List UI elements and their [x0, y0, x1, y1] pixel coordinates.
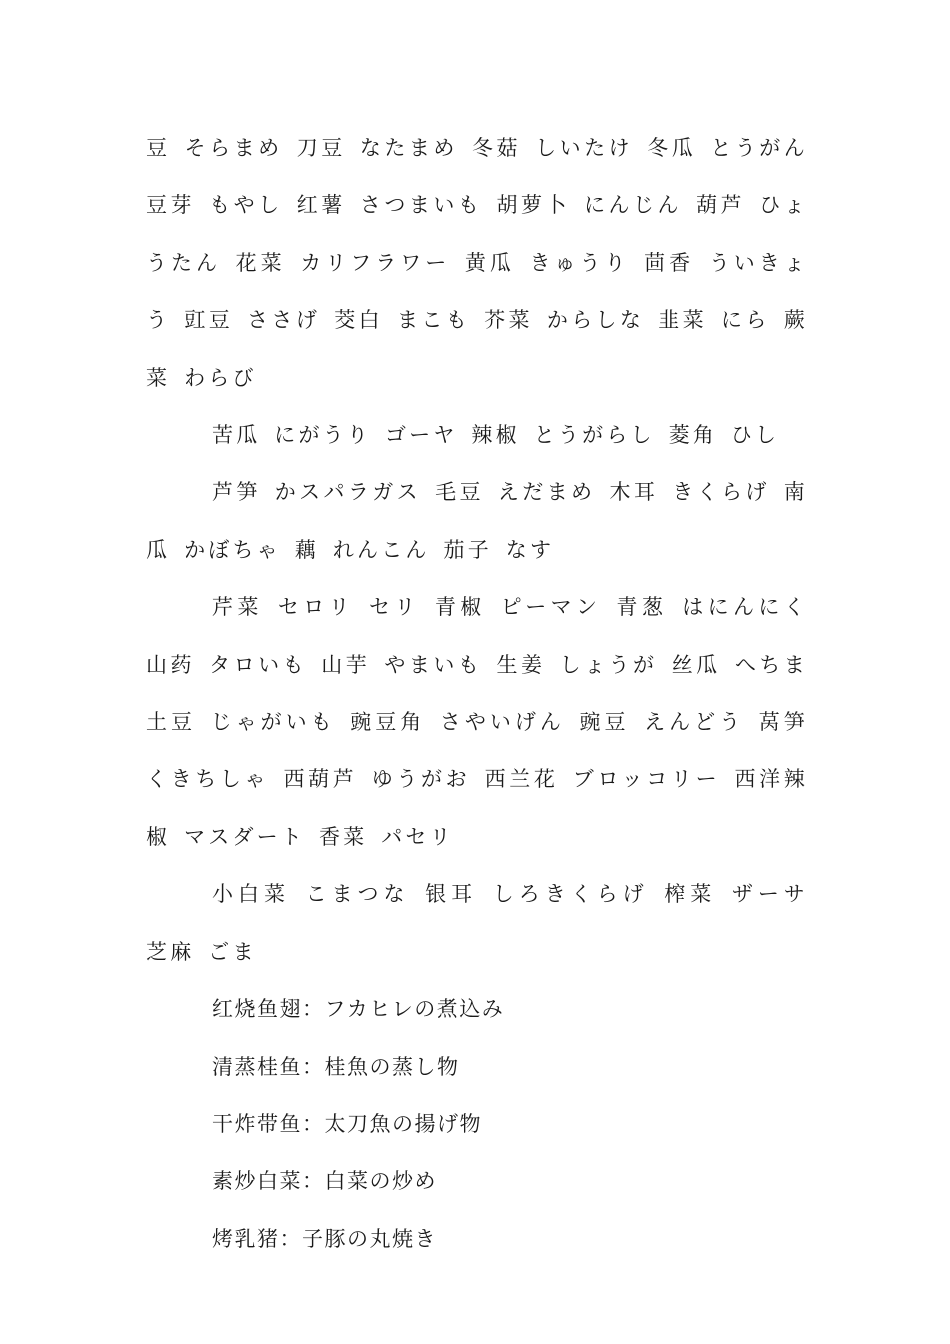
vocab-paragraph-1: 豆 そらまめ 刀豆 なたまめ 冬菇 しいたけ 冬瓜 とうがん 豆芽 もやし 红薯 さつまいも 胡萝卜 にんじん 葫芦 ひょうたん 花菜 カリフラワー 黄瓜 きゅうり 茴香 ういきょう 豇豆 ささげ 茭白 まこも 芥菜 からしな 韭菜 にら 蕨菜 わらび [146, 136, 808, 390]
dish-line: 清蒸桂鱼：桂魚の蒸し物 [212, 1054, 460, 1079]
vocab-paragraph-5: 小白菜 こまつな 银耳 しろきくらげ 榨菜 ザーサ 芝麻 ごま [146, 882, 847, 964]
vocab-paragraph-4: 芹菜 セロリ セリ 青椒 ピーマン 青葱 はにんにく 山药 タロいも 山芋 やまいも 生姜 しょうが 丝瓜 へちま 土豆 じゃがいも 豌豆角 さやいげん 豌豆 えんどう 莴笋 くきちしゃ 西葫芦 ゆうがお 西兰花 ブロッコリー 西洋辣椒 マスダート 香菜 パセリ [146, 595, 808, 849]
dish-line: 干炸带鱼：太刀魚の揚げ物 [212, 1111, 482, 1136]
dish-line: 烤乳猪：子豚の丸焼き [212, 1226, 437, 1251]
document-page [146, 120, 847, 1268]
vocab-paragraph-2: 苦瓜 にがうり ゴーヤ 辣椒 とうがらし 菱角 ひし [212, 423, 780, 448]
vocab-paragraph-3: 芦笋 かスパラガス 毛豆 えだまめ 木耳 きくらげ 南瓜 かぼちゃ 藕 れんこん 茄子 なす [146, 480, 808, 562]
dish-line: 素炒白菜：白菜の炒め [212, 1169, 437, 1194]
dish-line: 红烧鱼翅：フカヒレの煮込み [212, 997, 505, 1022]
